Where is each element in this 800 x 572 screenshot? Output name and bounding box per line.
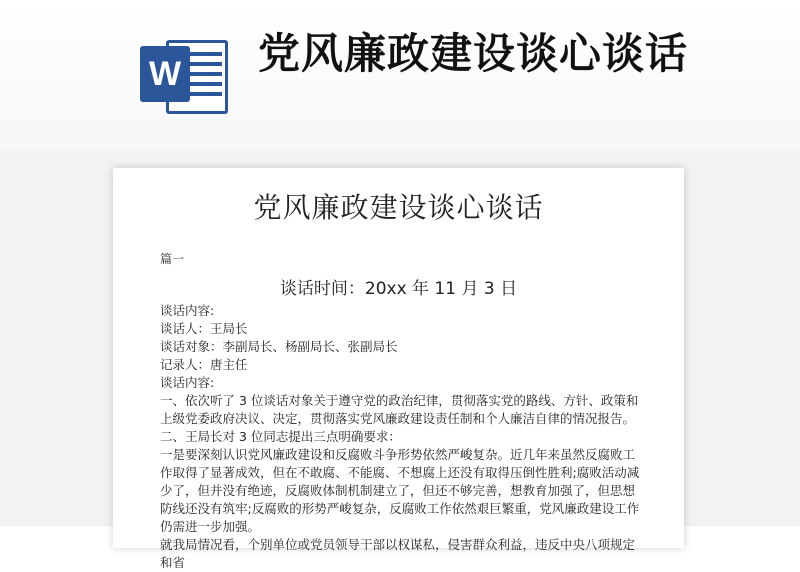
- word-icon: [140, 36, 232, 116]
- page-title: 党风廉政建设谈心谈话: [258, 29, 689, 78]
- paragraph: 就我局情况看，个别单位或党员领导干部以权谋私，侵害群众利益，违反中央八项规定和省: [160, 537, 636, 570]
- paragraph: 二、王局长对 3 位同志提出三点明确要求：: [160, 429, 401, 444]
- document-body: [160, 302, 642, 572]
- paragraph: 谈话内容:: [160, 303, 215, 318]
- paragraph: 一、依次听了 3 位谈话对象关于遵守党的政治纪律，贯彻落实党的路线、方针、政策和上级党委政府决议、决定，贯彻落实党风廉政建设责任制和个人廉洁自律的情况报告。: [160, 393, 639, 426]
- document-title: 党风廉政建设谈心谈话: [253, 191, 544, 224]
- section-label: 篇一: [160, 252, 185, 266]
- paragraph: 谈话人：王局长: [160, 321, 248, 336]
- paragraph: 谈话对象：李副局长、杨副局长、张副局长: [160, 339, 398, 354]
- word-icon-badge: W: [140, 46, 190, 102]
- paragraph: 记录人：唐主任: [160, 357, 248, 372]
- talk-time: 谈话时间：20xx 年 11 月 3 日: [279, 279, 518, 299]
- document-page: [113, 168, 684, 570]
- paragraph: 谈话内容:: [160, 375, 215, 390]
- paragraph: 一是要深刻认识党风廉政建设和反腐败斗争形势依然严峻复杂。近几年来虽然反腐败工作取得了显著成效，但在不敢腐、不能腐、不想腐上还没有取得压倒性胜利;腐败活动减少了，但并没有绝迹，反腐败体制机制建立了，但还不够完善，想教育加强了，但思想防线还没有筑牢;反腐败的形势严峻复杂，反腐败工作依然艰巨繁重，党风廉政建设工作仍需进一步加强。: [160, 447, 640, 534]
